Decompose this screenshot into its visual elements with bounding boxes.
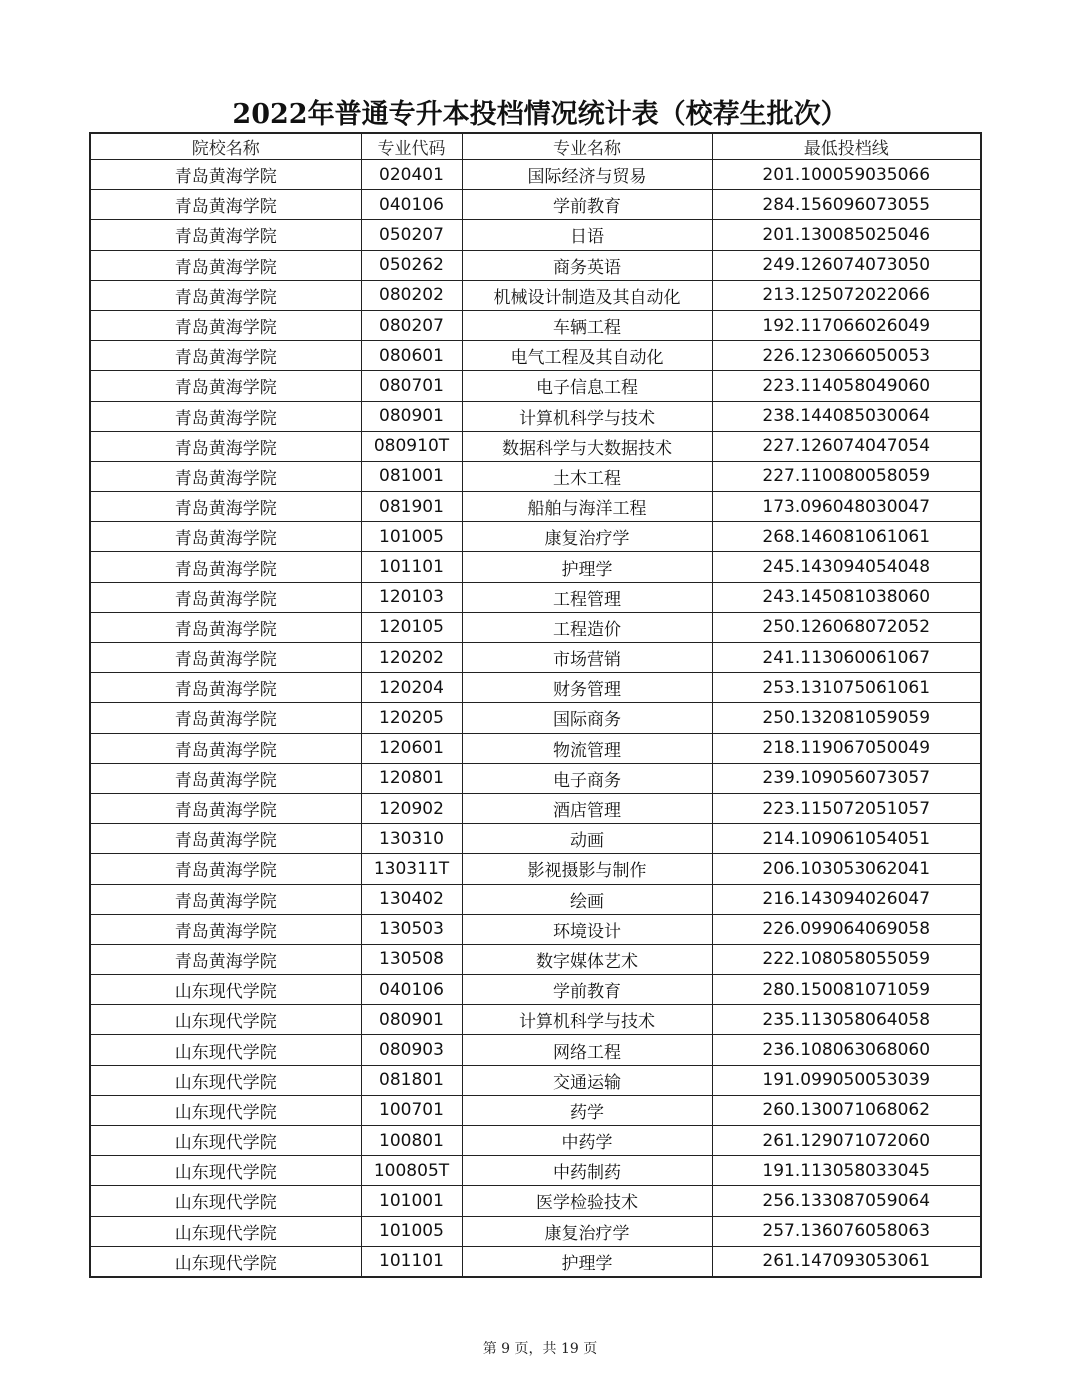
major-code-cell: 080901 [361, 401, 462, 431]
page-footer: 第 9 页，共 19 页 [482, 1341, 598, 1357]
major-name-cell: 车辆工程 [462, 310, 712, 340]
major-code-cell: 020401 [361, 160, 462, 190]
school-name-cell: 青岛黄海学院 [90, 763, 361, 793]
major-code-cell: 080903 [361, 1035, 462, 1065]
major-code-cell: 080901 [361, 1005, 462, 1035]
major-name-cell: 酒店管理 [462, 793, 712, 823]
major-code-cell: 120601 [361, 733, 462, 763]
min-score-cell: 250.132081059059 [712, 703, 981, 733]
school-name-cell: 山东现代学院 [90, 1005, 361, 1035]
table-row [90, 793, 981, 823]
min-score-cell: 256.133087059064 [712, 1186, 981, 1216]
min-score-cell: 218.119067050049 [712, 733, 981, 763]
table-row [90, 763, 981, 793]
min-score-cell: 253.131075061061 [712, 673, 981, 703]
table-row [90, 944, 981, 974]
table-row [90, 401, 981, 431]
major-name-cell: 护理学 [462, 1246, 712, 1277]
major-name-cell: 网络工程 [462, 1035, 712, 1065]
table-row [90, 673, 981, 703]
table-row [90, 975, 981, 1005]
min-score-cell: 268.146081061061 [712, 522, 981, 552]
min-score-cell: 201.100059035066 [712, 160, 981, 190]
table-row [90, 250, 981, 280]
school-name-cell: 青岛黄海学院 [90, 793, 361, 823]
table-row [90, 160, 981, 190]
table-row [90, 854, 981, 884]
table-row [90, 703, 981, 733]
min-score-cell: 226.123066050053 [712, 341, 981, 371]
major-code-cell: 101101 [361, 552, 462, 582]
min-score-cell: 284.156096073055 [712, 190, 981, 220]
admission-table [89, 132, 982, 1278]
min-score-cell: 238.144085030064 [712, 401, 981, 431]
table-row [90, 461, 981, 491]
min-score-cell: 261.147093053061 [712, 1246, 981, 1277]
school-name-cell: 青岛黄海学院 [90, 341, 361, 371]
table-row [90, 1095, 981, 1125]
major-code-cell: 081901 [361, 492, 462, 522]
major-name-cell: 交通运输 [462, 1065, 712, 1095]
header-major-name: 专业名称 [462, 133, 712, 160]
major-code-cell: 100805T [361, 1156, 462, 1186]
min-score-cell: 223.114058049060 [712, 371, 981, 401]
table-row [90, 310, 981, 340]
major-name-cell: 康复治疗学 [462, 1216, 712, 1246]
table-body [90, 160, 981, 1277]
major-code-cell: 120103 [361, 582, 462, 612]
table-row [90, 824, 981, 854]
header-major-code: 专业代码 [361, 133, 462, 160]
min-score-cell: 223.115072051057 [712, 793, 981, 823]
table-row [90, 190, 981, 220]
major-name-cell: 工程管理 [462, 582, 712, 612]
major-name-cell: 工程造价 [462, 612, 712, 642]
min-score-cell: 243.145081038060 [712, 582, 981, 612]
major-code-cell: 100801 [361, 1126, 462, 1156]
table-row [90, 1246, 981, 1277]
major-code-cell: 130508 [361, 944, 462, 974]
school-name-cell: 青岛黄海学院 [90, 160, 361, 190]
major-code-cell: 040106 [361, 975, 462, 1005]
min-score-cell: 280.150081071059 [712, 975, 981, 1005]
major-code-cell: 081801 [361, 1065, 462, 1095]
major-code-cell: 080910T [361, 431, 462, 461]
major-code-cell: 080207 [361, 310, 462, 340]
major-name-cell: 护理学 [462, 552, 712, 582]
major-name-cell: 中药学 [462, 1126, 712, 1156]
major-code-cell: 080202 [361, 280, 462, 310]
min-score-cell: 250.126068072052 [712, 612, 981, 642]
major-code-cell: 120205 [361, 703, 462, 733]
school-name-cell: 山东现代学院 [90, 1156, 361, 1186]
school-name-cell: 山东现代学院 [90, 1095, 361, 1125]
table-row [90, 1065, 981, 1095]
school-name-cell: 青岛黄海学院 [90, 733, 361, 763]
major-name-cell: 日语 [462, 220, 712, 250]
major-name-cell: 国际商务 [462, 703, 712, 733]
major-name-cell: 药学 [462, 1095, 712, 1125]
major-name-cell: 计算机科学与技术 [462, 401, 712, 431]
min-score-cell: 216.143094026047 [712, 884, 981, 914]
table-row [90, 612, 981, 642]
major-code-cell: 101001 [361, 1186, 462, 1216]
major-name-cell: 环境设计 [462, 914, 712, 944]
min-score-cell: 257.136076058063 [712, 1216, 981, 1246]
major-code-cell: 130310 [361, 824, 462, 854]
table-row [90, 643, 981, 673]
major-name-cell: 动画 [462, 824, 712, 854]
table-row [90, 280, 981, 310]
school-name-cell: 青岛黄海学院 [90, 431, 361, 461]
school-name-cell: 青岛黄海学院 [90, 190, 361, 220]
school-name-cell: 青岛黄海学院 [90, 492, 361, 522]
min-score-cell: 226.099064069058 [712, 914, 981, 944]
min-score-cell: 191.099050053039 [712, 1065, 981, 1095]
school-name-cell: 青岛黄海学院 [90, 612, 361, 642]
major-code-cell: 080601 [361, 341, 462, 371]
min-score-cell: 260.130071068062 [712, 1095, 981, 1125]
major-name-cell: 财务管理 [462, 673, 712, 703]
school-name-cell: 青岛黄海学院 [90, 461, 361, 491]
min-score-cell: 241.113060061067 [712, 643, 981, 673]
min-score-cell: 201.130085025046 [712, 220, 981, 250]
min-score-cell: 235.113058064058 [712, 1005, 981, 1035]
major-code-cell: 120801 [361, 763, 462, 793]
table-row [90, 431, 981, 461]
table-row [90, 492, 981, 522]
school-name-cell: 山东现代学院 [90, 1065, 361, 1095]
min-score-cell: 222.108058055059 [712, 944, 981, 974]
min-score-cell: 192.117066026049 [712, 310, 981, 340]
school-name-cell: 青岛黄海学院 [90, 522, 361, 552]
major-code-cell: 120202 [361, 643, 462, 673]
school-name-cell: 青岛黄海学院 [90, 703, 361, 733]
major-code-cell: 130402 [361, 884, 462, 914]
table-row [90, 1005, 981, 1035]
school-name-cell: 青岛黄海学院 [90, 280, 361, 310]
school-name-cell: 青岛黄海学院 [90, 371, 361, 401]
major-code-cell: 050262 [361, 250, 462, 280]
major-name-cell: 学前教育 [462, 975, 712, 1005]
major-name-cell: 中药制药 [462, 1156, 712, 1186]
table-row [90, 914, 981, 944]
major-code-cell: 101005 [361, 1216, 462, 1246]
major-code-cell: 040106 [361, 190, 462, 220]
school-name-cell: 山东现代学院 [90, 975, 361, 1005]
school-name-cell: 青岛黄海学院 [90, 552, 361, 582]
min-score-cell: 213.125072022066 [712, 280, 981, 310]
header-min-score: 最低投档线 [712, 133, 981, 160]
school-name-cell: 山东现代学院 [90, 1186, 361, 1216]
min-score-cell: 261.129071072060 [712, 1126, 981, 1156]
school-name-cell: 山东现代学院 [90, 1216, 361, 1246]
major-code-cell: 101005 [361, 522, 462, 552]
school-name-cell: 青岛黄海学院 [90, 220, 361, 250]
major-name-cell: 影视摄影与制作 [462, 854, 712, 884]
min-score-cell: 173.096048030047 [712, 492, 981, 522]
min-score-cell: 227.110080058059 [712, 461, 981, 491]
major-name-cell: 绘画 [462, 884, 712, 914]
major-code-cell: 120204 [361, 673, 462, 703]
table-row [90, 582, 981, 612]
major-name-cell: 电气工程及其自动化 [462, 341, 712, 371]
min-score-cell: 249.126074073050 [712, 250, 981, 280]
major-name-cell: 土木工程 [462, 461, 712, 491]
table-row [90, 371, 981, 401]
major-name-cell: 数字媒体艺术 [462, 944, 712, 974]
major-code-cell: 100701 [361, 1095, 462, 1125]
school-name-cell: 青岛黄海学院 [90, 914, 361, 944]
major-code-cell: 120105 [361, 612, 462, 642]
min-score-cell: 236.108063068060 [712, 1035, 981, 1065]
table-row [90, 884, 981, 914]
min-score-cell: 227.126074047054 [712, 431, 981, 461]
school-name-cell: 青岛黄海学院 [90, 824, 361, 854]
table-row [90, 1216, 981, 1246]
school-name-cell: 青岛黄海学院 [90, 884, 361, 914]
school-name-cell: 青岛黄海学院 [90, 944, 361, 974]
school-name-cell: 山东现代学院 [90, 1035, 361, 1065]
table-row [90, 1035, 981, 1065]
table-row [90, 552, 981, 582]
header-school-name: 院校名称 [90, 133, 361, 160]
major-code-cell: 101101 [361, 1246, 462, 1277]
major-name-cell: 物流管理 [462, 733, 712, 763]
min-score-cell: 245.143094054048 [712, 552, 981, 582]
school-name-cell: 青岛黄海学院 [90, 310, 361, 340]
table-row [90, 220, 981, 250]
school-name-cell: 青岛黄海学院 [90, 643, 361, 673]
major-code-cell: 081001 [361, 461, 462, 491]
school-name-cell: 青岛黄海学院 [90, 401, 361, 431]
table-row [90, 1156, 981, 1186]
major-code-cell: 130503 [361, 914, 462, 944]
major-name-cell: 商务英语 [462, 250, 712, 280]
major-name-cell: 市场营销 [462, 643, 712, 673]
major-code-cell: 130311T [361, 854, 462, 884]
table-row [90, 522, 981, 552]
page-title: 2022年普通专升本投档情况统计表（校荐生批次） [232, 99, 848, 130]
school-name-cell: 山东现代学院 [90, 1126, 361, 1156]
major-name-cell: 医学检验技术 [462, 1186, 712, 1216]
table-row [90, 341, 981, 371]
min-score-cell: 214.109061054051 [712, 824, 981, 854]
major-code-cell: 120902 [361, 793, 462, 823]
major-name-cell: 船舶与海洋工程 [462, 492, 712, 522]
min-score-cell: 206.103053062041 [712, 854, 981, 884]
major-name-cell: 数据科学与大数据技术 [462, 431, 712, 461]
major-name-cell: 学前教育 [462, 190, 712, 220]
table-row [90, 733, 981, 763]
school-name-cell: 山东现代学院 [90, 1246, 361, 1277]
major-name-cell: 机械设计制造及其自动化 [462, 280, 712, 310]
table-header-row [90, 133, 981, 160]
min-score-cell: 239.109056073057 [712, 763, 981, 793]
school-name-cell: 青岛黄海学院 [90, 673, 361, 703]
min-score-cell: 191.113058033045 [712, 1156, 981, 1186]
major-name-cell: 电子信息工程 [462, 371, 712, 401]
major-name-cell: 国际经济与贸易 [462, 160, 712, 190]
major-code-cell: 080701 [361, 371, 462, 401]
table-row [90, 1126, 981, 1156]
school-name-cell: 青岛黄海学院 [90, 582, 361, 612]
major-name-cell: 计算机科学与技术 [462, 1005, 712, 1035]
major-name-cell: 康复治疗学 [462, 522, 712, 552]
school-name-cell: 青岛黄海学院 [90, 854, 361, 884]
school-name-cell: 青岛黄海学院 [90, 250, 361, 280]
table-row [90, 1186, 981, 1216]
major-name-cell: 电子商务 [462, 763, 712, 793]
major-code-cell: 050207 [361, 220, 462, 250]
